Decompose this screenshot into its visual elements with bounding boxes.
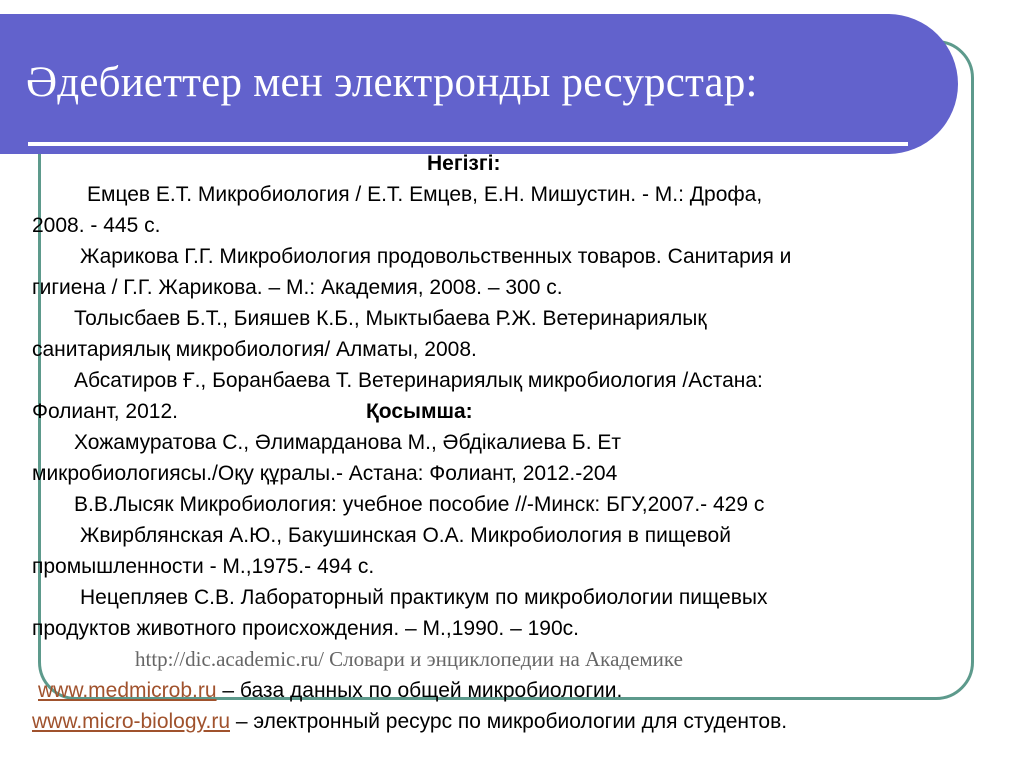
ref-6: В.В.Лысяк Микробиология: учебное пособие //-Минск: БГУ,2007.- 429 с — [74, 493, 765, 516]
ref-4-line-2: Фолиант, 2012. — [32, 400, 178, 423]
slide-title: Әдебиеттер мен электронды ресурстар: — [26, 59, 758, 106]
references-body — [32, 148, 992, 737]
title-underline — [28, 142, 908, 146]
micro-biology-description: – электронный ресурс по микробиологии для студентов. — [230, 710, 788, 733]
medmicrob-link[interactable]: www.medmicrob.ru — [38, 679, 217, 702]
ref-5-line-2: микробиологиясы./Оқу құралы.- Астана: Фолиант, 2012.-204 — [32, 462, 618, 485]
ref-7-line-1: Жвирблянская А.Ю., Бакушинская О.А. Микробиология в пищевой — [80, 524, 731, 547]
ref-8-line-2: продуктов животного происхождения. – М.,1990. – 190с. — [32, 617, 579, 640]
ref-7-line-2: промышленности - М.,1975.- 494 с. — [32, 555, 375, 578]
heading-main: Негізгі: — [427, 152, 501, 175]
ref-4-line-1: Абсатиров Ғ., Боранбаева Т. Ветеринариялық микробиология /Астана: — [74, 369, 763, 392]
ref-2-line-2: гигиена / Г.Г. Жарикова. – М.: Академия, 2008. – 300 с. — [32, 276, 563, 299]
ref-1-line-1: Емцев Е.Т. Микробиология / Е.Т. Емцев, Е.Н. Мишустин. - М.: Дрофа, — [87, 183, 763, 206]
web-resource-academic: http://dic.academic.ru/ Словари и энциклопедии на Академике — [135, 647, 683, 671]
ref-1-line-2: 2008. - 445 с. — [32, 214, 161, 237]
ref-2-line-1: Жарикова Г.Г. Микробиология продовольственных товаров. Санитария и — [80, 245, 792, 268]
micro-biology-link[interactable]: www.micro-biology.ru — [32, 710, 230, 733]
ref-5-line-1: Хожамуратова С., Әлимарданова М., Әбдікалиева Б. Ет — [74, 431, 621, 454]
ref-3-line-1: Толысбаев Б.Т., Бияшев К.Б., Мыктыбаева Р.Ж. Ветеринариялық — [74, 307, 707, 330]
title-bar — [0, 14, 958, 154]
medmicrob-description: – база данных по общей микробиологии. — [216, 679, 623, 702]
ref-3-line-2: санитариялық микробиология/ Алматы, 2008. — [32, 338, 477, 361]
ref-8-line-1: Нецепляев С.В. Лабораторный практикум по микробиологии пищевых — [80, 586, 768, 609]
heading-extra: Қосымша: — [365, 400, 473, 423]
